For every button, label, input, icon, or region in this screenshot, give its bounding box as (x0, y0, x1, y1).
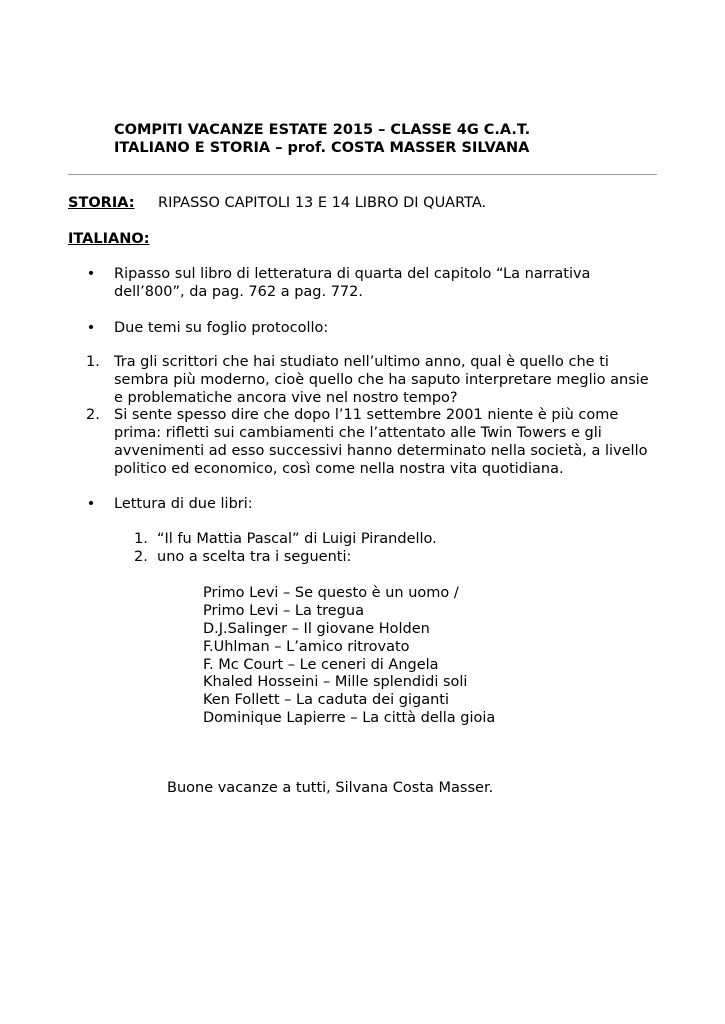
header-line-2: ITALIANO E STORIA – prof. COSTA MASSER SILVANA (114, 140, 530, 156)
libro-2-text: uno a scelta tra i seguenti: (157, 549, 352, 565)
storia-text: RIPASSO CAPITOLI 13 E 14 LIBRO DI QUARTA. (158, 195, 487, 211)
tema-1-number: 1. (86, 354, 100, 370)
tema-1-line-1: Tra gli scrittori che hai studiato nell’ultimo anno, qual è quello che ti (114, 354, 609, 370)
header-line-1: COMPITI VACANZE ESTATE 2015 – CLASSE 4G C.A.T. (114, 122, 531, 138)
scelta-item: D.J.Salinger – Il giovane Holden (203, 621, 430, 637)
tema-1-line-2: sembra più moderno, cioè quello che ha saputo interpretare meglio ansie (114, 372, 649, 388)
scelta-item: F. Mc Court – Le ceneri di Angela (203, 657, 439, 673)
bullet-2-text: Due temi su foglio protocollo: (114, 320, 329, 336)
scelta-item: Ken Follett – La caduta dei giganti (203, 692, 450, 708)
scelta-item: Khaled Hosseini – Mille splendidi soli (203, 674, 468, 690)
storia-label: STORIA: (68, 195, 135, 211)
tema-1-line-3: e problematiche ancora vive nel nostro tempo? (114, 390, 458, 406)
bullet-3-marker: • (86, 496, 96, 512)
italiano-label: ITALIANO: (68, 231, 150, 247)
scelta-item: F.Uhlman – L’amico ritrovato (203, 639, 410, 655)
tema-2-number: 2. (86, 407, 100, 423)
bullet-1-line-2: dell’800”, da pag. 762 a pag. 772. (114, 284, 363, 300)
scelta-item: Primo Levi – La tregua (203, 603, 365, 619)
closing-text: Buone vacanze a tutti, Silvana Costa Masser. (167, 780, 494, 796)
header-divider (68, 174, 657, 175)
tema-2-line-1: Si sente spesso dire che dopo l’11 settembre 2001 niente è più come (114, 407, 619, 423)
tema-2-line-4: politico ed economico, così come nella nostra vita quotidiana. (114, 461, 564, 477)
tema-2-line-2: prima: rifletti sui cambiamenti che l’attentato alle Twin Towers e gli (114, 425, 602, 441)
bullet-1-marker: • (86, 266, 96, 282)
libro-2-number: 2. (134, 549, 148, 565)
bullet-2-marker: • (86, 320, 96, 336)
scelta-item: Primo Levi – Se questo è un uomo / (203, 585, 459, 601)
bullet-3-text: Lettura di due libri: (114, 496, 253, 512)
scelta-item: Dominique Lapierre – La città della gioia (203, 710, 496, 726)
tema-2-line-3: avvenimenti ad esso successivi hanno determinato nella società, a livello (114, 443, 648, 459)
bullet-1-line-1: Ripasso sul libro di letteratura di quarta del capitolo “La narrativa (114, 266, 591, 282)
libro-1-text: “Il fu Mattia Pascal” di Luigi Pirandello. (157, 531, 437, 547)
libro-1-number: 1. (134, 531, 148, 547)
